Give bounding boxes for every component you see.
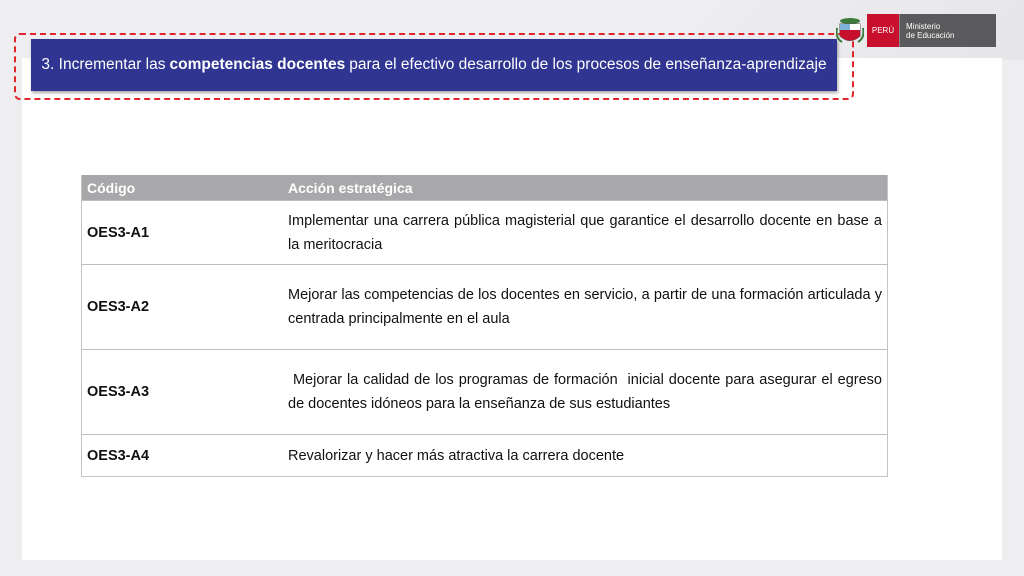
title-bold: competencias docentes xyxy=(169,56,346,73)
title-post: para el efectivo desarrollo de los procesos de enseñanza-aprendizaje xyxy=(349,56,827,73)
row-code: OES3-A1 xyxy=(82,201,284,265)
table-row xyxy=(82,435,888,477)
ministry-name xyxy=(899,14,996,47)
ministry-line-2: de Educación xyxy=(906,30,955,40)
title-pre: 3. Incrementar las xyxy=(41,56,166,73)
row-action: Mejorar las competencias de los docentes en servicio, a partir de una formación articulada y centrada principalmente en el aula xyxy=(283,265,888,350)
header-action: Acción estratégica xyxy=(283,175,888,201)
row-code: OES3-A4 xyxy=(82,435,284,477)
table-row xyxy=(82,201,888,265)
row-code: OES3-A3 xyxy=(82,350,284,435)
row-action: Revalorizar y hacer más atractiva la carrera docente xyxy=(283,435,888,477)
ministry-line-1: Ministerio xyxy=(906,21,941,31)
strategic-actions-table xyxy=(81,175,888,477)
table-row xyxy=(82,350,888,435)
ministry-logo xyxy=(836,14,996,47)
table-header-row xyxy=(82,175,888,201)
table-row xyxy=(82,265,888,350)
header-code: Código xyxy=(82,175,284,201)
row-action: Implementar una carrera pública magisterial que garantice el desarrollo docente en base a la meritocracia xyxy=(283,201,888,265)
slide-title xyxy=(31,39,837,91)
row-code: OES3-A2 xyxy=(82,265,284,350)
peru-badge: PERÚ xyxy=(867,14,899,47)
row-action: Mejorar la calidad de los programas de formación inicial docente para asegurar el egreso de docentes idóneos para la enseñanza de sus estudiantes xyxy=(283,350,888,435)
coat-of-arms-icon xyxy=(836,14,864,47)
